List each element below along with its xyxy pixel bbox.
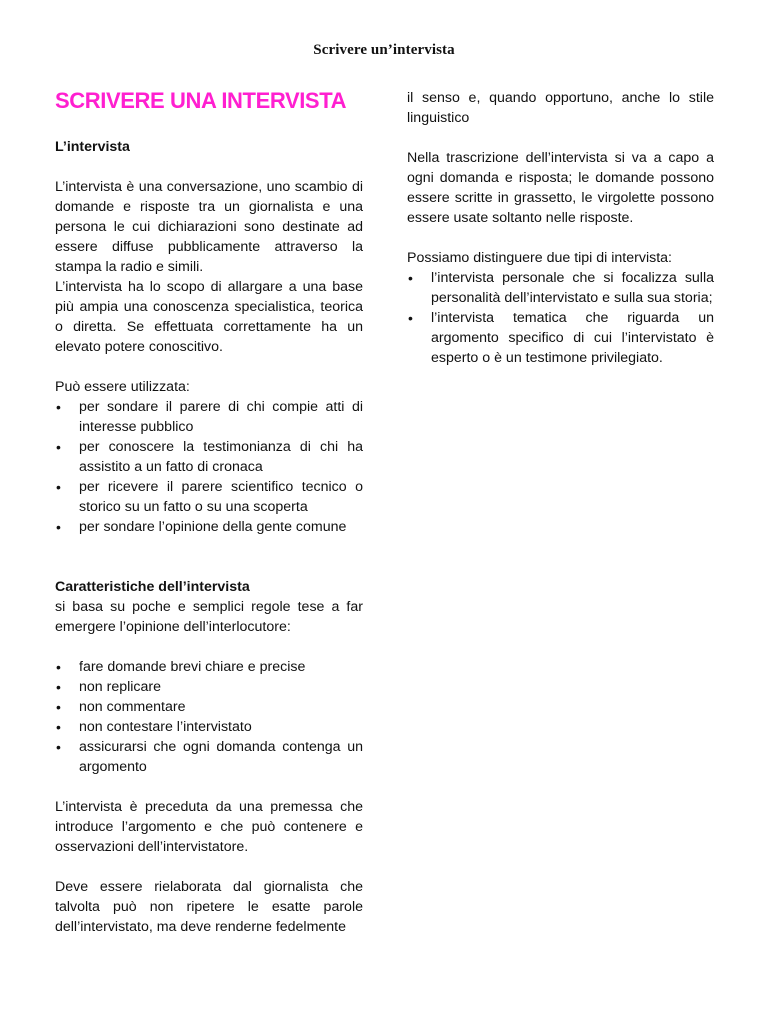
right-column <box>407 88 714 368</box>
list-item: • fare domande brevi chiare e precise <box>55 657 363 677</box>
uses-intro: Può essere utilizzata: <box>55 379 190 395</box>
list-item: • non replicare <box>55 677 363 697</box>
paragraph-purpose: L’intervista ha lo scopo di allargare a una base più ampia una conoscenza specialistica, teorica o diretta. Se effettuata correttamente ha un elevato potere conoscitivo. <box>55 279 363 355</box>
list-item: • l’intervista personale che si focalizza sulla personalità dell’intervistato e sulla sua storia; <box>407 268 714 308</box>
paragraph-continuation: il senso e, quando opportuno, anche lo stile linguistico <box>407 90 714 126</box>
rules-list <box>55 657 363 777</box>
list-item: • assicurarsi che ogni domanda contenga un argomento <box>55 737 363 777</box>
paragraph-definition: L’intervista è una conversazione, uno scambio di domande e risposte tra un giornalista e una persona le cui dichiarazioni sono destinate ad essere diffuse pubblicamente attraverso la stampa la radio e simili. <box>55 179 363 275</box>
list-item: • non contestare l’intervistato <box>55 717 363 737</box>
list-item: • per conoscere la testimonianza di chi ha assistito a un fatto di cronaca <box>55 437 363 477</box>
types-intro: Possiamo distinguere due tipi di intervista: <box>407 250 672 266</box>
main-title: SCRIVERE UNA INTERVISTA <box>55 88 347 113</box>
paragraph-rielaborazione: Deve essere rielaborata dal giornalista che talvolta può non ripetere le esatte parole dell’intervistato, ma deve renderne fedelmente <box>55 879 363 935</box>
page-header: Scrivere un’intervista <box>313 42 455 58</box>
list-item: • per ricevere il parere scientifico tecnico o storico su un fatto o su una scoperta <box>55 477 363 517</box>
uses-list <box>55 397 363 537</box>
rules-intro: si basa su poche e semplici regole tese a far emergere l’opinione dell’interlocutore: <box>55 599 363 635</box>
section-heading-caratteristiche: Caratteristiche dell’intervista <box>55 579 250 595</box>
paragraph-premessa: L’intervista è preceduta da una premessa che introduce l’argomento e che può contenere e osservazioni dell’intervistatore. <box>55 799 363 855</box>
paragraph-trascrizione: Nella trascrizione dell’intervista si va a capo a ogni domanda e risposta; le domande possono essere scritte in grassetto, le virgolette possono essere usate soltanto nelle risposte. <box>407 150 714 226</box>
list-item: • per sondare il parere di chi compie atti di interesse pubblico <box>55 397 363 437</box>
types-list <box>407 268 714 368</box>
list-item: • l’intervista tematica che riguarda un argomento specifico di cui l’intervistato è esperto o è un testimone privilegiato. <box>407 308 714 368</box>
list-item: • non commentare <box>55 697 363 717</box>
section-heading-intervista: L’intervista <box>55 139 130 155</box>
left-column <box>55 88 363 937</box>
list-item: • per sondare l’opinione della gente comune <box>55 517 363 537</box>
